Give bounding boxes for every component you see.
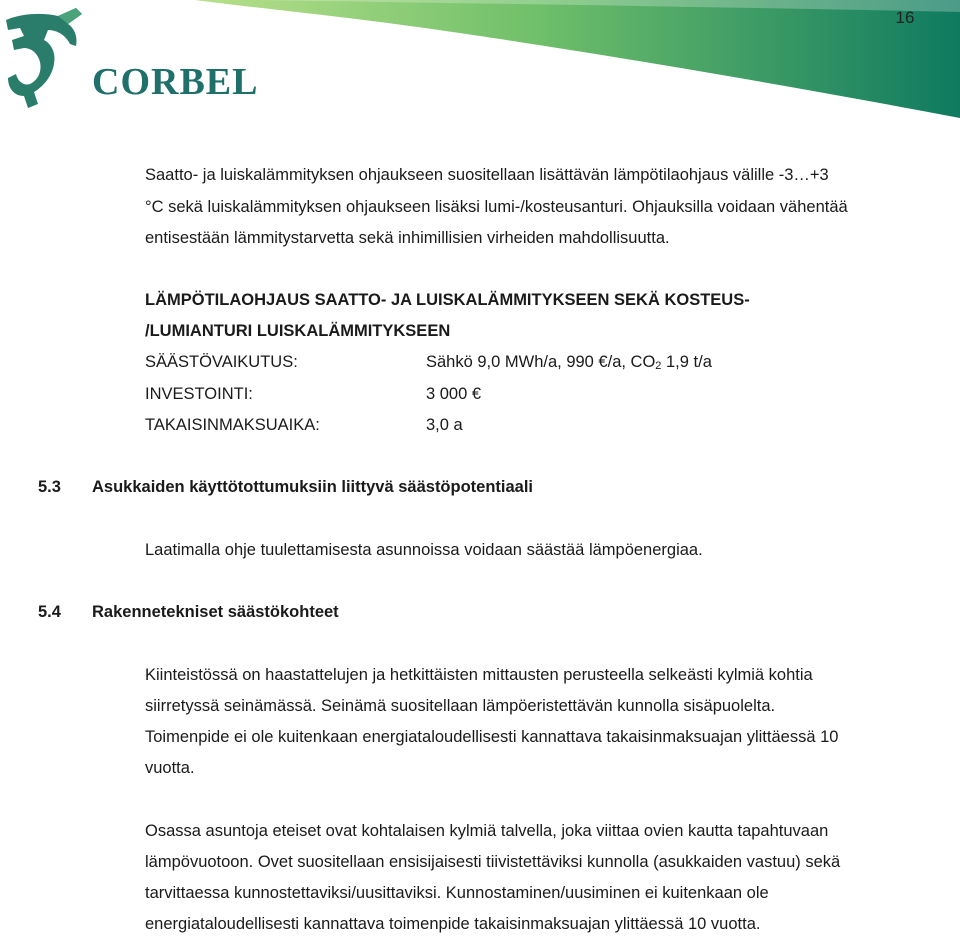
section-heading: Asukkaiden käyttötottumuksiin liittyvä säästöpotentiaali — [92, 478, 534, 496]
paragraph-line: Toimenpide ei ole kuitenkaan energiataloudellisesti kannattava takaisinmaksuajan ylittäessä 10 — [145, 728, 839, 746]
investment-label: INVESTOINTI: — [145, 385, 253, 403]
intro-line: entisestään lämmitystarvetta sekä inhimillisien virheiden mahdollisuutta. — [145, 229, 670, 247]
paragraph-line: Osassa asuntoja eteiset ovat kohtalaisen kylmiä talvella, joka viittaa ovien kautta tapahtuvaan — [145, 822, 829, 840]
section-text: Laatimalla ohje tuulettamisesta asunnoissa voidaan säästää lämpöenergiaa. — [145, 541, 703, 559]
savings-label: SÄÄSTÖVAIKUTUS: — [145, 353, 298, 371]
section-number: 5.4 — [38, 603, 61, 621]
payback-value: 3,0 a — [426, 416, 463, 434]
paragraph-line: siirretyssä seinämässä. Seinämä suositellaan lämpöeristettävän kunnolla sisäpuolelta. — [145, 697, 776, 715]
measure-title: /LUMIANTURI LUISKALÄMMITYKSEEN — [145, 322, 451, 340]
paragraph-line: lämpövuotoon. Ovet suositellaan ensisijaisesti tiivistettäviksi kunnolla (asukkaiden vastuu) sekä — [145, 853, 841, 871]
corbel-logo-icon — [0, 0, 86, 112]
intro-line: °C sekä luiskalämmityksen ohjaukseen lisäksi lumi-/kosteusanturi. Ohjauksilla voidaan vähentää — [145, 198, 848, 216]
header-band — [0, 0, 960, 125]
investment-value: 3 000 € — [426, 385, 482, 403]
paragraph-line: energiataloudellisesti kannattava toimenpide takaisinmaksuajan ylittäessä 10 vuotta. — [145, 915, 761, 933]
paragraph-line: vuotta. — [145, 759, 195, 777]
savings-value: Sähkö 9,0 MWh/a, 990 €/a, CO2 1,9 t/a — [426, 353, 712, 372]
paragraph-line: tarvittaessa kunnostettaviksi/uusittaviksi. Kunnostaminen/uusiminen ei kuitenkaan ole — [145, 884, 769, 902]
measure-title: LÄMPÖTILAOHJAUS SAATTO- JA LUISKALÄMMITYKSEEN SEKÄ KOSTEUS- — [145, 291, 750, 309]
section-heading: Rakennetekniset säästökohteet — [92, 603, 339, 621]
page-number: 16 — [895, 8, 915, 27]
section-number: 5.3 — [38, 478, 61, 496]
logo-text: CORBEL — [92, 61, 259, 103]
paragraph-line: Kiinteistössä on haastattelujen ja hetkittäisten mittausten perusteella selkeästi kylmiä kohtia — [145, 666, 813, 684]
intro-line: Saatto- ja luiskalämmityksen ohjaukseen suositellaan lisättävän lämpötilaohjaus välille -3…+3 — [145, 166, 829, 184]
payback-label: TAKAISINMAKSUAIKA: — [145, 416, 320, 434]
